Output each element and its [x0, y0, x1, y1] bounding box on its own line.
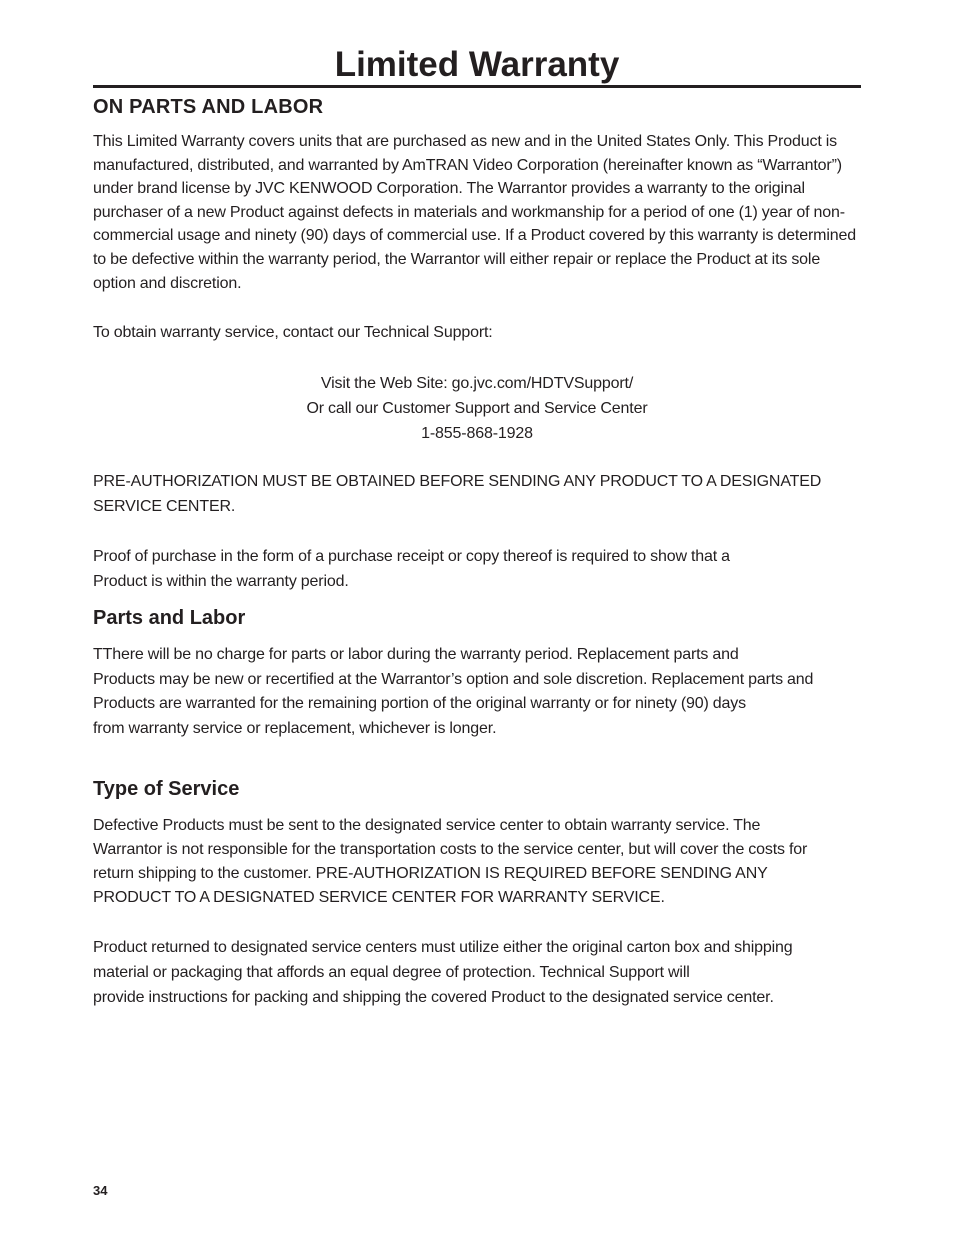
support-intro-block: [93, 321, 861, 345]
contact-phone: 1-855-868-1928: [421, 425, 533, 442]
service-line: Warrantor is not responsible for the transportation costs to the service center, but will cover the costs for: [93, 841, 808, 858]
proof-line-1: Proof of purchase in the form of a purchase receipt or copy thereof is required to show that a: [93, 548, 730, 565]
page-number: 34: [93, 1183, 108, 1198]
preauth-block: [93, 470, 861, 519]
service-line: return shipping to the customer. PRE-AUTHORIZATION IS REQUIRED BEFORE SENDING ANY: [93, 865, 768, 882]
contact-block: [93, 371, 861, 446]
service-line: PRODUCT TO A DESIGNATED SERVICE CENTER FOR WARRANTY SERVICE.: [93, 889, 665, 906]
intro-paragraph-block: [93, 130, 861, 295]
return-paragraph: [93, 935, 861, 1010]
support-intro: To obtain warranty service, contact our Technical Support:: [93, 324, 493, 341]
parts-heading-block: [93, 606, 861, 630]
parts-paragraph: [93, 643, 861, 741]
intro-paragraph: This Limited Warranty covers units that are purchased as new and in the United States Only. This Product is manufactured, distributed, and warranted by AmTRAN Video Corporation (hereinafter known as “Warrantor”) under brand license by JVC KENWOOD Corporation. The Warrantor provides a warranty to the original purchaser of a new Product against defects in materials and workmanship for a period of one (1) year of non-commercial usage and ninety (90) days of commercial use. If a Product covered by this warranty is determined to be defective within the warranty period, the Warrantor will either repair or replace the Product at its sole option and discretion.: [93, 133, 856, 292]
parts-and-labor-heading: Parts and Labor: [93, 607, 246, 629]
parts-line: TThere will be no charge for parts or labor during the warranty period. Replacement parts and: [93, 646, 739, 663]
proof-line-2: Product is within the warranty period.: [93, 573, 349, 590]
contact-call-line: Or call our Customer Support and Service Center: [306, 400, 648, 417]
service-line: Defective Products must be sent to the designated service center to obtain warranty service. The: [93, 817, 761, 834]
section-heading-parts-and-labor: ON PARTS AND LABOR: [93, 96, 324, 118]
return-line: Product returned to designated service centers must utilize either the original carton box and shipping: [93, 939, 793, 956]
document-page: [93, 0, 861, 1006]
title-divider: [93, 85, 861, 88]
contact-web-line: Visit the Web Site: go.jvc.com/HDTVSupport/: [320, 375, 634, 392]
parts-line: Products may be new or recertified at the Warrantor’s option and sole discretion. Replacement parts and: [93, 670, 814, 688]
return-line: provide instructions for packing and shipping the covered Product to the designated service center.: [93, 989, 774, 1006]
preauth-notice: PRE-AUTHORIZATION MUST BE OBTAINED BEFORE SENDING ANY PRODUCT TO A DESIGNATED SERVICE CENTER.: [93, 473, 822, 515]
page-title: Limited Warranty: [334, 45, 620, 84]
type-of-service-heading: Type of Service: [93, 778, 240, 800]
proof-block: [93, 544, 861, 594]
service-paragraph: [93, 814, 861, 910]
service-heading-block: [93, 777, 861, 801]
return-line: material or packaging that affords an equal degree of protection. Technical Support will: [93, 964, 690, 981]
parts-line: from warranty service or replacement, whichever is longer.: [93, 719, 497, 737]
parts-line: Products are warranted for the remaining portion of the original warranty or for ninety (90) days: [93, 695, 747, 712]
